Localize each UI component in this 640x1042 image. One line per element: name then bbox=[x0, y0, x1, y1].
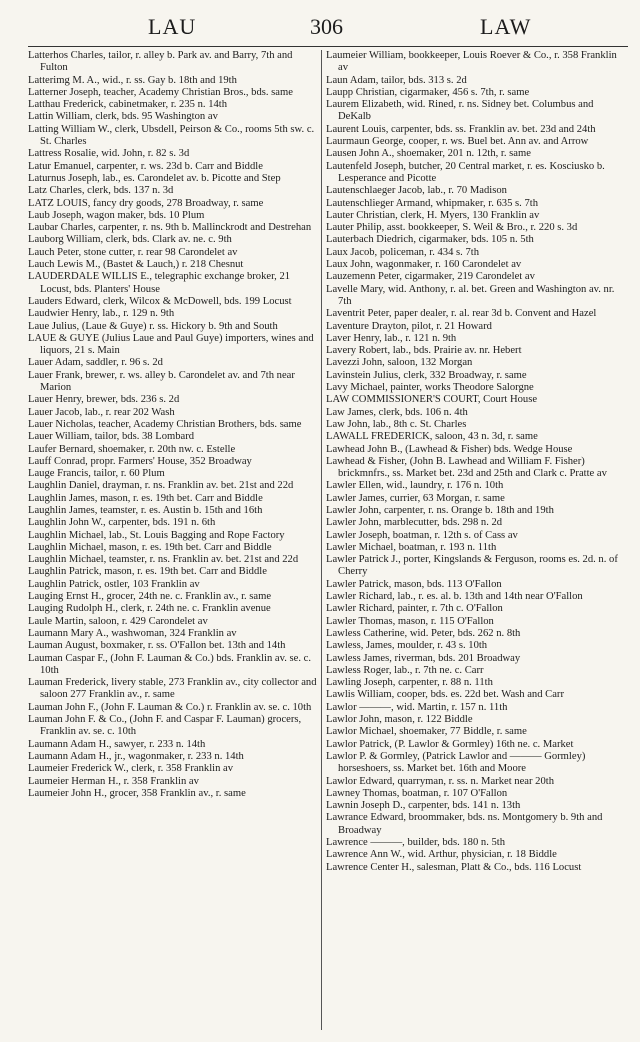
directory-entry: Laumeier Herman H., r. 358 Franklin av bbox=[28, 775, 199, 787]
directory-entry: Laurent Louis, carpenter, bds. ss. Franklin av. bet. 23d and 24th bbox=[326, 123, 596, 135]
directory-entry: Lawler Thomas, mason, r. 115 O'Fallon bbox=[326, 615, 494, 627]
directory-entry: Lawler John, marblecutter, bds. 298 n. 2d bbox=[326, 517, 503, 529]
directory-entry: Laumann Adam H., sawyer, r. 233 n. 14th bbox=[28, 738, 206, 750]
directory-entry: Lauterbach Diedrich, cigarmaker, bds. 105 n. 5th bbox=[326, 234, 534, 246]
directory-entry: Law John, lab., 8th c. St. Charles bbox=[326, 418, 467, 430]
directory-entry: Lautenfeld Joseph, butcher, 20 Central market, r. es. Kosciusko b. Lesperance and Picotte bbox=[326, 160, 605, 184]
directory-entry: Laupp Christian, cigarmaker, 456 s. 7th, r. same bbox=[326, 86, 530, 98]
directory-entry: Lattin William, clerk, bds. 95 Washington av bbox=[28, 111, 218, 123]
directory-entry: Lauer William, tailor, bds. 38 Lombard bbox=[28, 431, 195, 443]
directory-entry: Lawlor Edward, quarryman, r. ss. n. Market near 20th bbox=[326, 775, 554, 787]
directory-entry: Lawrence Ann W., wid. Arthur, physician, r. 18 Biddle bbox=[326, 849, 557, 861]
directory-entry: Laughlin James, mason, r. es. 19th bet. Carr and Biddle bbox=[28, 492, 263, 504]
directory-entry: Laumann Adam H., jr., wagonmaker, r. 233 n. 14th bbox=[28, 750, 244, 762]
directory-entry: Lawlor ———, wid. Martin, r. 157 n. 11th bbox=[326, 701, 508, 713]
directory-entry: LAWALL FREDERICK, saloon, 43 n. 3d, r. same bbox=[326, 431, 538, 443]
directory-entry: Laughlin Daniel, drayman, r. ns. Franklin av. bet. 21st and 22d bbox=[28, 480, 294, 492]
directory-entry: Lawlis William, cooper, bds. es. 22d bet. Wash and Carr bbox=[326, 689, 564, 701]
directory-entry: Lawnin Joseph D., carpenter, bds. 141 n. 13th bbox=[326, 800, 521, 812]
directory-entry: Laughlin James, teamster, r. es. Austin b. 15th and 16th bbox=[28, 504, 263, 516]
directory-entry: Law James, clerk, bds. 106 n. 4th bbox=[326, 406, 468, 418]
directory-entry: Lawlor Michael, shoemaker, 77 Biddle, r. same bbox=[326, 726, 527, 738]
directory-entry: Lavy Michael, painter, works Theodore Salorgne bbox=[326, 382, 534, 394]
directory-entry: Lauman John F., (John F. Lauman & Co.) r. Franklin av. se. c. 10th bbox=[28, 701, 312, 713]
directory-entry: LAUDERDALE WILLIS E., telegraphic exchange broker, 21 Locust, bds. Planters' House bbox=[28, 271, 291, 295]
directory-entry: Lauer Jacob, lab., r. rear 202 Wash bbox=[28, 406, 175, 418]
directory-entry: LAW COMMISSIONER'S COURT, Court House bbox=[326, 394, 538, 406]
directory-entry: Laumeier Frederick W., clerk, r. 358 Franklin av bbox=[28, 763, 234, 775]
directory-entry: Lavinstein Julius, clerk, 332 Broadway, r. same bbox=[326, 369, 527, 381]
header-right-guide: LAW bbox=[480, 14, 532, 39]
directory-entry: Latting William W., clerk, Ubsdell, Peirson & Co., rooms 5th sw. c. St. Charles bbox=[28, 123, 315, 148]
directory-entry: Lauders Edward, clerk, Wilcox & McDowell, bds. 199 Locust bbox=[28, 295, 292, 307]
directory-entry: Lawless, James, moulder, r. 43 s. 10th bbox=[326, 640, 488, 652]
directory-entry: Lauge Francis, tailor, r. 60 Plum bbox=[28, 468, 165, 480]
directory-entry: Lawless James, riverman, bds. 201 Broadway bbox=[326, 652, 521, 664]
directory-entry: Latur Emanuel, carpenter, r. ws. 23d b. Carr and Biddle bbox=[28, 160, 263, 172]
directory-entry: Lauzemenn Peter, cigarmaker, 219 Carondelet av bbox=[326, 271, 535, 283]
directory-entry: Laturnus Joseph, lab., es. Carondelet av. b. Picotte and Step bbox=[28, 172, 281, 184]
directory-entry: Lawhead John B., (Lawhead & Fisher) bds. Wedge House bbox=[326, 443, 573, 455]
directory-entry: Lauging Ernst H., grocer, 24th ne. c. Franklin av., r. same bbox=[28, 591, 272, 603]
directory-entry: Lawless Roger, lab., r. 7th ne. c. Carr bbox=[326, 664, 484, 676]
directory-entry: Laughlin Michael, mason, r. es. 19th bet. Carr and Biddle bbox=[28, 541, 272, 553]
directory-entry: Laver Henry, lab., r. 121 n. 9th bbox=[326, 332, 457, 344]
directory-entry: Lauman Frederick, livery stable, 273 Franklin av., city collector and saloon 277 Franklin av., r. same bbox=[28, 677, 317, 701]
header-left-guide: LAU bbox=[148, 14, 197, 39]
directory-entry: Lausen John A., shoemaker, 201 n. 12th, r. same bbox=[326, 148, 531, 160]
directory-entry: Lavelle Mary, wid. Anthony, r. al. bet. Green and Washington av. nr. 7th bbox=[326, 283, 615, 307]
directory-entry: Latterner Joseph, teacher, Academy Christian Bros., bds. same bbox=[28, 86, 293, 98]
directory-entry: Lawler James, currier, 63 Morgan, r. same bbox=[326, 492, 505, 504]
directory-entry: Latterhos Charles, tailor, r. alley b. Park av. and Barry, 7th and Fulton bbox=[28, 50, 293, 74]
directory-entry: Laudwier Henry, lab., r. 129 n. 9th bbox=[28, 308, 175, 320]
left-column bbox=[28, 50, 320, 800]
directory-entry: Lauch Lewis M., (Bastet & Lauch,) r. 218 Chesnut bbox=[28, 259, 244, 271]
directory-entry: Lauging Rudolph H., clerk, r. 24th ne. c. Franklin avenue bbox=[28, 603, 271, 615]
directory-entry: Lawler Patrick, mason, bds. 113 O'Fallon bbox=[326, 578, 502, 590]
directory-entry: Lawler Richard, painter, r. 7th c. O'Fallon bbox=[326, 603, 503, 615]
directory-entry: Lauman Caspar F., (John F. Lauman & Co.) bds. Franklin av. se. c. 10th bbox=[28, 652, 312, 676]
directory-entry: Lauff Conrad, propr. Farmers' House, 352 Broadway bbox=[28, 455, 252, 467]
right-column bbox=[326, 50, 618, 874]
directory-entry: Lawler Ellen, wid., laundry, r. 176 n. 10th bbox=[326, 480, 504, 492]
directory-entry: Laughlin Patrick, ostler, 103 Franklin av bbox=[28, 578, 200, 590]
directory-entry: LAUE & GUYE (Julius Laue and Paul Guye) importers, wines and liquors, 21 s. Main bbox=[28, 332, 314, 357]
directory-entry: Lautenschlaeger Jacob, lab., r. 70 Madison bbox=[326, 185, 507, 197]
directory-entry: Lauborg William, clerk, bds. Clark av. ne. c. 9th bbox=[28, 234, 232, 246]
directory-entry: Laughlin John W., carpenter, bds. 191 n. 6th bbox=[28, 517, 216, 529]
directory-entry: Laumeier John H., grocer, 358 Franklin av., r. same bbox=[28, 787, 246, 799]
directory-entry: Lauman John F. & Co., (John F. and Caspar F. Lauman) grocers, Franklin av. se. c. 10th bbox=[28, 714, 302, 738]
directory-entry: Laule Martin, saloon, r. 429 Carondelet av bbox=[28, 615, 208, 627]
directory-entry: Laub Joseph, wagon maker, bds. 10 Plum bbox=[28, 209, 205, 221]
directory-entry: Laurmaun George, cooper, r. ws. Buel bet. Ann av. and Arrow bbox=[326, 136, 589, 148]
directory-entry: Laumann Mary A., washwoman, 324 Franklin av bbox=[28, 627, 237, 639]
directory-entry: Laughlin Michael, lab., St. Louis Bagging and Rope Factory bbox=[28, 529, 285, 541]
directory-entry: Lawless Catherine, wid. Peter, bds. 262 n. 8th bbox=[326, 627, 521, 639]
directory-entry: Lawlor Patrick, (P. Lawlor & Gormley) 16th ne. c. Market bbox=[326, 738, 574, 750]
page-header bbox=[28, 14, 628, 44]
directory-entry: Latthau Frederick, cabinetmaker, r. 235 n. 14th bbox=[28, 99, 228, 111]
directory-entry: Lattress Rosalie, wid. John, r. 82 s. 3d bbox=[28, 148, 190, 160]
directory-entry: Lauch Peter, stone cutter, r. rear 98 Carondelet av bbox=[28, 246, 238, 258]
directory-entry: Latterimg M. A., wid., r. ss. Gay b. 18th and 19th bbox=[28, 74, 237, 86]
directory-entry: Laventure Drayton, pilot, r. 21 Howard bbox=[326, 320, 492, 332]
directory-entry: Lawrence Center H., salesman, Platt & Co., bds. 116 Locust bbox=[326, 861, 582, 873]
directory-entry: Laux Jacob, policeman, r. 434 s. 7th bbox=[326, 246, 479, 258]
directory-entry: Lawler Patrick J., porter, Kingslands & Ferguson, rooms es. 2d. n. of Cherry bbox=[326, 554, 618, 578]
directory-entry: Laux John, wagonmaker, r. 160 Carondelet av bbox=[326, 259, 522, 271]
directory-entry: Lawler John, carpenter, r. ns. Orange b. 18th and 19th bbox=[326, 504, 554, 516]
directory-entry: Laughlin Patrick, mason, r. es. 19th bet. Carr and Biddle bbox=[28, 566, 267, 578]
directory-entry: Lautenschlieger Armand, whipmaker, r. 635 s. 7th bbox=[326, 197, 538, 209]
directory-entry: Lauter Philip, asst. bookkeeper, S. Weil & Bro., r. 220 s. 3d bbox=[326, 222, 578, 234]
directory-entry: Laughlin Michael, teamster, r. ns. Franklin av. bet. 21st and 22d bbox=[28, 554, 299, 566]
directory-entry: Lauer Henry, brewer, bds. 236 s. 2d bbox=[28, 394, 180, 406]
directory-entry: Lauter Christian, clerk, H. Myers, 130 Franklin av bbox=[326, 209, 540, 221]
directory-entry: Laumeier William, bookkeeper, Louis Roever & Co., r. 358 Franklin av bbox=[326, 50, 617, 74]
directory-entry: Lawlor P. & Gormley, (Patrick Lawlor and ——— Gormley) horseshoers, ss. Market bet. 16th and Moore bbox=[326, 750, 586, 775]
directory-entry: Lauman August, boxmaker, r. ss. O'Fallon bet. 13th and 14th bbox=[28, 640, 286, 652]
directory-entry: LATZ LOUIS, fancy dry goods, 278 Broadway, r. same bbox=[28, 197, 264, 209]
directory-entry: Laubar Charles, carpenter, r. ns. 9th b. Mallinckrodt and Destrehan bbox=[28, 222, 312, 234]
directory-entry: Lauer Adam, saddler, r. 96 s. 2d bbox=[28, 357, 163, 369]
directory-entry: Lauer Frank, brewer, r. ws. alley b. Carondelet av. and 7th near Marion bbox=[28, 369, 295, 394]
directory-entry: Laun Adam, tailor, bds. 313 s. 2d bbox=[326, 74, 467, 86]
directory-entry: Laventrit Peter, paper dealer, r. al. rear 3d b. Convent and Hazel bbox=[326, 308, 597, 320]
directory-entry: Lawrence ———, builder, bds. 180 n. 5th bbox=[326, 837, 506, 848]
directory-entry: Laue Julius, (Laue & Guye) r. ss. Hickory b. 9th and South bbox=[28, 320, 278, 332]
directory-entry: Lawler Joseph, boatman, r. 12th s. of Cass av bbox=[326, 529, 518, 541]
directory-entry: Lawler Michael, boatman, r. 193 n. 11th bbox=[326, 541, 497, 553]
directory-entry: Lawrance Edward, broommaker, bds. ns. Montgomery b. 9th and Broadway bbox=[326, 812, 603, 836]
directory-entry: Lawhead & Fisher, (John B. Lawhead and William F. Fisher) brickmnfrs., ss. Market bet. 23d and 25th and Clark c. Pratte av bbox=[326, 455, 607, 480]
directory-entry: Laurem Elizabeth, wid. Rined, r. ns. Sidney bet. Columbus and DeKalb bbox=[326, 99, 594, 123]
column-divider bbox=[321, 50, 322, 1030]
directory-entry: Lavezzi John, saloon, 132 Morgan bbox=[326, 357, 473, 369]
directory-entry: Lawling Joseph, carpenter, r. 88 n. 11th bbox=[326, 677, 493, 689]
directory-entry: Lauer Nicholas, teacher, Academy Christian Brothers, bds. same bbox=[28, 418, 302, 430]
header-rule bbox=[28, 46, 628, 47]
directory-entry: Lawney Thomas, boatman, r. 107 O'Fallon bbox=[326, 787, 508, 799]
page-number: 306 bbox=[310, 14, 343, 39]
directory-entry: Laufer Bernard, shoemaker, r. 20th nw. c. Estelle bbox=[28, 443, 236, 455]
directory-entry: Lavery Robert, lab., bds. Prairie av. nr. Hebert bbox=[326, 345, 522, 357]
directory-entry: Latz Charles, clerk, bds. 137 n. 3d bbox=[28, 185, 174, 197]
directory-entry: Lawler Richard, lab., r. es. al. b. 13th and 14th near O'Fallon bbox=[326, 591, 583, 603]
directory-entry: Lawlor John, mason, r. 122 Biddle bbox=[326, 714, 473, 726]
